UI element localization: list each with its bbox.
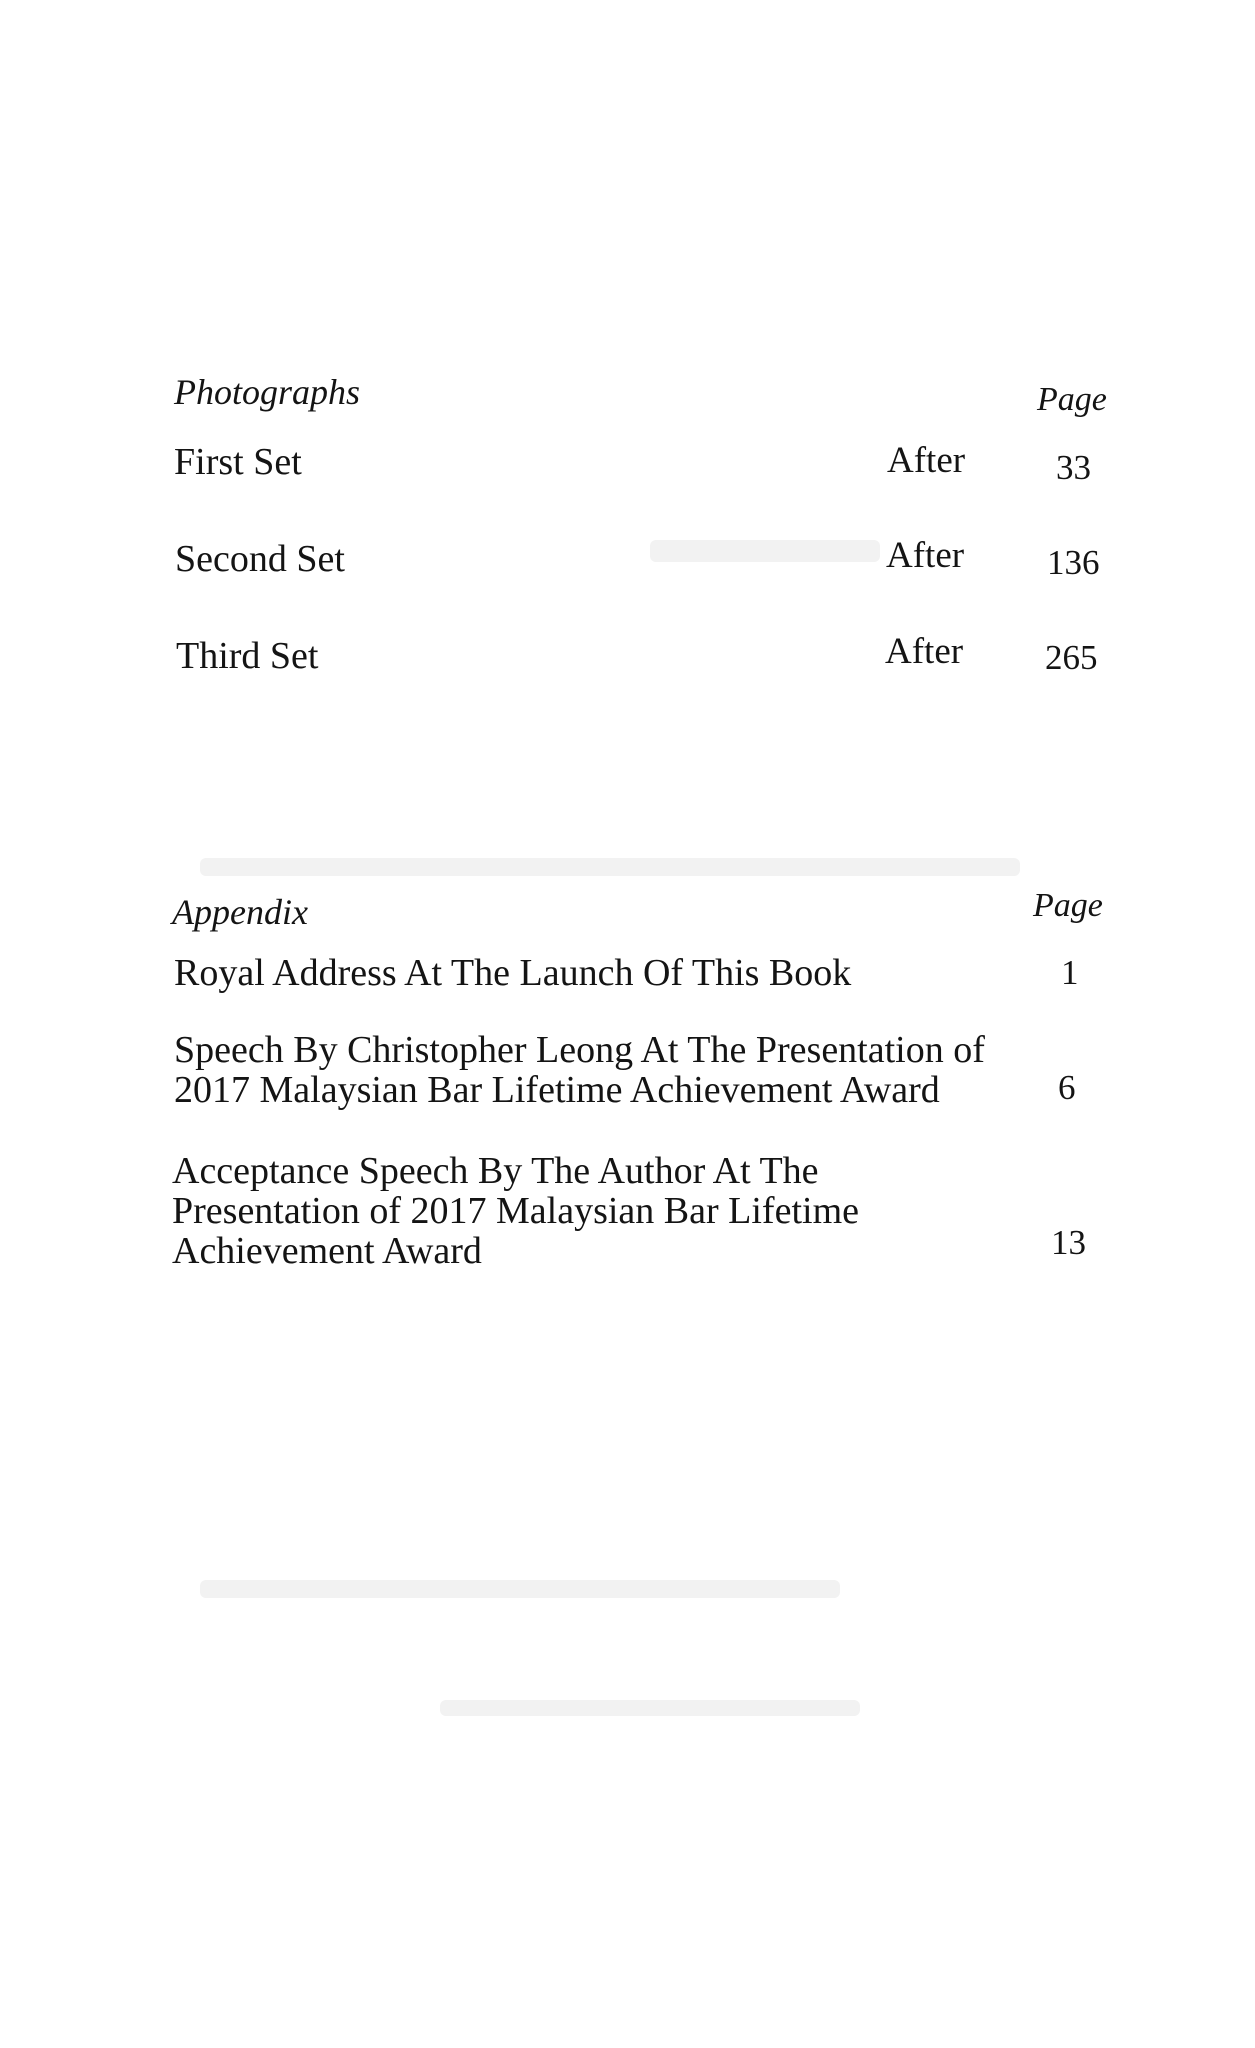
appendix-entry-line: Speech By Christopher Leong At The Presentation of <box>174 1029 985 1071</box>
appendix-entry-title <box>174 953 851 993</box>
photo-set-position: After <box>887 440 966 481</box>
show-through-mark <box>650 540 880 562</box>
appendix-entry-line: Presentation of 2017 Malaysian Bar Lifetime <box>172 1190 859 1232</box>
photo-set-position: After <box>885 631 964 672</box>
photo-set-label: Second Set <box>175 538 345 580</box>
appendix-entry-line: Achievement Award <box>172 1230 482 1272</box>
appendix-entry-title <box>172 1151 859 1271</box>
photo-set-page: 33 <box>1056 448 1091 487</box>
photo-set-label: Third Set <box>176 635 319 677</box>
appendix-heading: Appendix <box>172 892 308 932</box>
photo-set-page: 136 <box>1047 543 1100 582</box>
appendix-entry-title <box>174 1030 985 1110</box>
appendix-page-heading: Page <box>1033 887 1103 924</box>
appendix-entry-line: Acceptance Speech By The Author At The <box>172 1150 819 1192</box>
photographs-page-heading: Page <box>1037 381 1107 418</box>
show-through-mark <box>200 1580 840 1598</box>
appendix-entry-line: 2017 Malaysian Bar Lifetime Achievement Award <box>174 1069 940 1111</box>
photo-set-label: First Set <box>174 441 302 483</box>
show-through-mark <box>440 1700 860 1716</box>
photographs-heading: Photographs <box>174 372 361 412</box>
appendix-entry-page: 1 <box>1061 953 1079 992</box>
appendix-entry-page: 13 <box>1051 1223 1086 1262</box>
photo-set-position: After <box>886 535 965 576</box>
photo-set-page: 265 <box>1045 638 1098 677</box>
appendix-entry-line: Royal Address At The Launch Of This Book <box>174 952 852 994</box>
appendix-entry-page: 6 <box>1058 1068 1076 1107</box>
show-through-mark <box>200 858 1020 876</box>
